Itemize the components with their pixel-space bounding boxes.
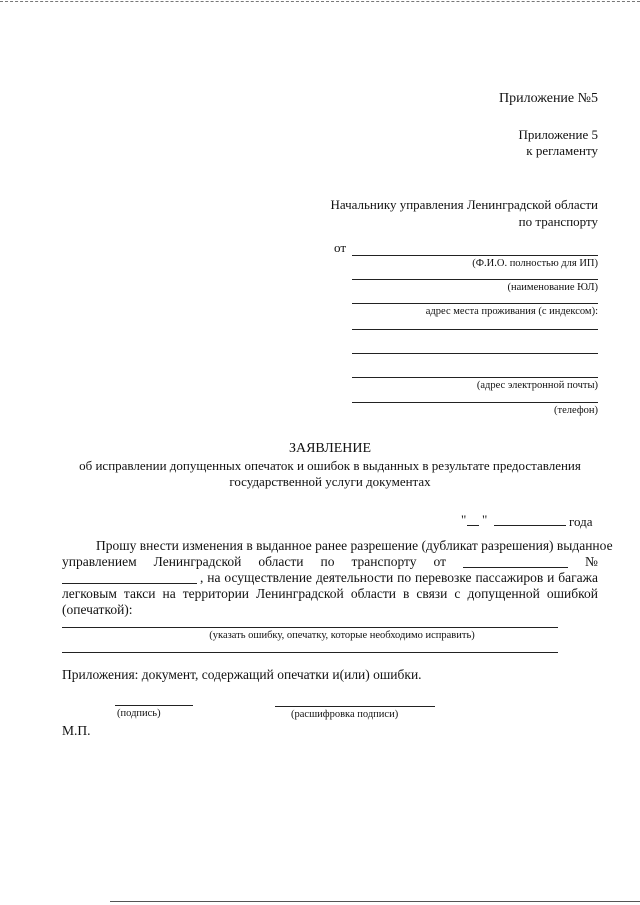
permit-number-line[interactable] xyxy=(62,583,197,584)
request-line-5: (опечаткой): xyxy=(62,602,133,617)
signature-line[interactable] xyxy=(115,705,193,706)
attachments-line: Приложения: документ, содержащий опечатки и(или) ошибки. xyxy=(62,667,422,682)
request-line-3: , на осуществление деятельности по перевозке пассажиров и багажа xyxy=(200,570,598,585)
fio-caption: (Ф.И.О. полностью для ИП) xyxy=(472,258,598,269)
top-scan-edge xyxy=(0,1,640,2)
addressee-line-2: по транспорту xyxy=(518,214,598,229)
error-caption: (указать ошибку, опечатку, которые необходимо исправить) xyxy=(209,630,475,641)
fio-field-line[interactable] xyxy=(352,255,598,256)
address-caption: адрес места проживания (с индексом): xyxy=(425,306,598,317)
email-caption: (адрес электронной почты) xyxy=(476,380,598,391)
word-administration: управлением xyxy=(62,554,137,569)
appendix-label: Приложение 5 xyxy=(518,127,598,142)
from-label: от xyxy=(334,240,347,255)
request-line-1: Прошу внести изменения в выданное ранее разрешение (дубликат разрешения) выданное xyxy=(96,538,613,553)
addressee-line-1: Начальнику управления Ленинградской области xyxy=(330,197,598,212)
word-ot: от xyxy=(433,554,447,569)
document-subtitle-1: об исправлении допущенных опечаток и ошибок в выданных в результате предоставления xyxy=(79,458,581,473)
appendix-regulation: к регламенту xyxy=(526,143,598,158)
signature-decode-caption: (расшифровка подписи) xyxy=(291,709,399,720)
org-caption: (наименование ЮЛ) xyxy=(507,282,598,293)
address-field-line-1[interactable] xyxy=(352,303,598,304)
document-title: ЗАЯВЛЕНИЕ xyxy=(288,441,372,456)
error-field-line-2[interactable] xyxy=(62,652,558,653)
address-field-line-3[interactable] xyxy=(352,353,598,354)
signature-decode-line[interactable] xyxy=(275,706,435,707)
word-region: области xyxy=(258,554,304,569)
date-year-word: года xyxy=(569,514,593,529)
request-line-4: легковым такси на территории Ленинградской области в связи с допущенной ошибкой xyxy=(62,586,598,601)
error-field-line-1[interactable] xyxy=(62,627,558,628)
date-day-line[interactable] xyxy=(467,525,479,526)
email-field-line[interactable] xyxy=(352,377,598,378)
request-line-2 xyxy=(62,554,598,570)
permit-date-line[interactable] xyxy=(463,554,568,568)
date-quote-close: " xyxy=(482,512,488,527)
number-sign: № xyxy=(585,554,598,569)
phone-field-line[interactable] xyxy=(352,402,598,403)
word-leningrad: Ленинградской xyxy=(153,554,242,569)
bottom-scan-edge xyxy=(110,901,640,902)
document-subtitle-2: государственной услуги документах xyxy=(229,474,431,489)
org-field-line[interactable] xyxy=(352,279,598,280)
date-month-line[interactable] xyxy=(494,525,566,526)
appendix-number: Приложение №5 xyxy=(499,91,598,106)
address-field-line-2[interactable] xyxy=(352,329,598,330)
word-po: по xyxy=(320,554,335,569)
stamp-place: М.П. xyxy=(62,723,91,738)
word-transport: транспорту xyxy=(351,554,417,569)
date-quote-open: " xyxy=(461,512,467,527)
signature-caption: (подпись) xyxy=(117,708,161,719)
phone-caption: (телефон) xyxy=(554,405,598,416)
